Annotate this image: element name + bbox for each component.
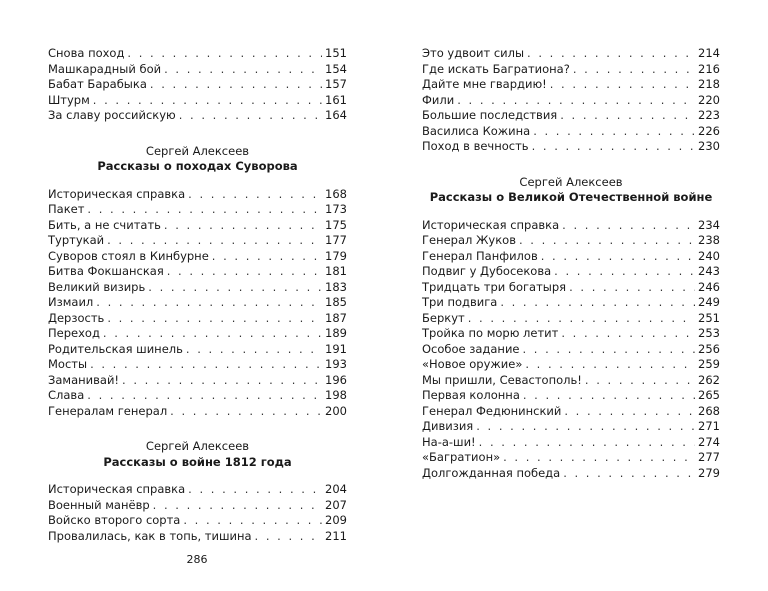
section-title: Рассказы о Великой Отечественной войне <box>429 190 713 204</box>
toc-entry-page: 198 <box>325 388 347 402</box>
toc-entry-page: 238 <box>698 233 720 247</box>
dot-leader <box>523 342 696 358</box>
toc-entry <box>48 295 347 311</box>
toc-entry <box>422 77 720 93</box>
dot-leader <box>523 388 695 404</box>
toc-entry-title: На-а-ши! <box>422 434 476 449</box>
toc-entry-title: Машкарадный бой <box>48 61 162 76</box>
toc-entry-title: Мосты <box>48 357 88 371</box>
toc-entry <box>422 280 720 296</box>
dot-leader <box>107 233 322 249</box>
toc-entry-title: Долгожданная победа <box>422 465 561 480</box>
toc-entry-title: Великий визирь <box>48 279 146 294</box>
section-heading <box>422 175 720 206</box>
toc-entry <box>422 124 720 140</box>
toc-entry-title: Мы пришли, Севастополь! <box>422 372 582 387</box>
dot-leader <box>150 77 322 93</box>
dot-leader <box>167 264 322 280</box>
dot-leader <box>255 529 323 545</box>
toc-entry <box>48 233 347 249</box>
dot-leader <box>563 466 695 482</box>
toc-entry-title: Бить, а не считать <box>48 217 161 232</box>
section-title: Рассказы о походах Суворова <box>97 159 298 173</box>
toc-left-column <box>48 46 347 544</box>
dot-leader <box>541 249 695 265</box>
toc-entry <box>48 357 347 373</box>
dot-leader <box>550 77 695 93</box>
dot-leader <box>562 218 695 234</box>
dot-leader <box>164 218 322 234</box>
toc-entry-title: Дивизия <box>422 419 474 433</box>
toc-entry-title: Суворов стоял в Кинбурне <box>48 248 209 263</box>
toc-entry-page: 218 <box>698 77 720 91</box>
toc-entry-page: 161 <box>325 92 347 107</box>
toc-entry-title: Бабат Барабыка <box>48 77 147 91</box>
toc-entry-page: 226 <box>698 123 720 138</box>
toc-entry-title: Василиса Кожина <box>422 123 531 138</box>
toc-entry-page: 196 <box>325 372 347 387</box>
toc-entry-title: Беркут <box>422 310 465 325</box>
toc-entry-title: Провалилась, как в топь, тишина <box>48 528 252 543</box>
dot-leader <box>564 404 695 420</box>
dot-leader <box>569 280 695 296</box>
toc-entry <box>422 388 720 404</box>
toc-entry-page: 207 <box>325 497 347 512</box>
toc-entry <box>422 249 720 265</box>
dot-leader <box>500 295 695 311</box>
toc-entry-page: 187 <box>325 310 347 325</box>
toc-entry <box>48 280 347 296</box>
dot-leader <box>170 404 322 420</box>
dot-leader <box>533 124 695 140</box>
dot-leader <box>87 202 322 218</box>
toc-entry <box>422 233 720 249</box>
toc-entry-page: 175 <box>325 217 347 232</box>
dot-leader <box>560 108 695 124</box>
toc-entry <box>48 498 347 514</box>
toc-entry-title: Первая колонна <box>422 388 520 402</box>
toc-entry <box>48 62 347 78</box>
toc-entry <box>48 93 347 109</box>
toc-entry <box>48 46 347 62</box>
toc-entry <box>422 295 720 311</box>
toc-entry-page: 211 <box>325 528 347 543</box>
toc-entry-page: 209 <box>325 513 347 527</box>
section-heading <box>48 144 347 175</box>
toc-entry-title: Особое задание <box>422 341 520 356</box>
toc-entry-title: Пакет <box>48 202 85 216</box>
toc-entry <box>422 108 720 124</box>
toc-entry-title: Штурм <box>48 92 90 107</box>
toc-entry <box>422 264 720 280</box>
toc-entry-page: 191 <box>325 341 347 356</box>
toc-entry-page: 185 <box>325 295 347 309</box>
toc-entry-title: «Новое оружие» <box>422 357 523 371</box>
dot-leader <box>87 388 322 404</box>
dot-leader <box>186 342 322 358</box>
toc-entry <box>48 482 347 498</box>
toc-entry-page: 168 <box>325 186 347 201</box>
toc-entry-page: 256 <box>698 341 720 356</box>
dot-leader <box>554 264 695 280</box>
dot-leader <box>107 311 322 327</box>
toc-entry <box>422 450 720 466</box>
toc-entry-title: Военный манёвр <box>48 497 150 512</box>
dot-leader <box>503 450 695 466</box>
dot-leader <box>188 482 322 498</box>
toc-entry-title: Три подвига <box>422 295 498 309</box>
toc-entry-page: 259 <box>698 357 720 371</box>
toc-entry <box>48 513 347 529</box>
toc-entry-page: 262 <box>698 372 720 387</box>
toc-entry-title: Измаил <box>48 295 94 309</box>
toc-entry-title: Историческая справка <box>48 186 186 201</box>
toc-entry-page: 268 <box>698 403 720 418</box>
toc-entry <box>422 326 720 342</box>
toc-entry <box>48 218 347 234</box>
dot-leader <box>127 46 322 62</box>
toc-entry <box>422 357 720 373</box>
page-number: 286 <box>186 553 208 566</box>
toc-entry-title: Поход в вечность <box>422 139 529 153</box>
toc-entry-page: 243 <box>698 264 720 278</box>
toc-entry-title: Снова поход <box>48 46 125 60</box>
dot-leader <box>525 357 695 373</box>
toc-entry <box>422 139 720 155</box>
dot-leader <box>90 357 322 373</box>
toc-entry-title: Фили <box>422 92 455 107</box>
toc-entry <box>48 404 347 420</box>
dot-leader <box>153 498 322 514</box>
section-author: Сергей Алексеев <box>145 143 250 158</box>
toc-entry <box>422 373 720 389</box>
dot-leader <box>479 435 695 451</box>
toc-entry-title: Подвиг у Дубосекова <box>422 264 552 278</box>
section-title: Рассказы о войне 1812 года <box>103 454 292 469</box>
toc-entry-page: 214 <box>698 46 720 60</box>
toc-entry <box>422 435 720 451</box>
toc-entry-title: Войско второго сорта <box>48 513 181 527</box>
section-heading <box>48 439 347 470</box>
toc-entry-page: 164 <box>325 108 347 122</box>
toc-entry <box>422 218 720 234</box>
toc-entry <box>422 404 720 420</box>
toc-entry-page: 249 <box>698 295 720 309</box>
toc-entry-title: Родительская шинель <box>48 341 183 356</box>
dot-leader <box>96 295 322 311</box>
dot-leader <box>179 108 322 124</box>
toc-entry-title: Это удвоит силы <box>422 46 525 60</box>
toc-entry-page: 234 <box>698 217 720 232</box>
toc-entry <box>48 108 347 124</box>
dot-leader <box>573 62 695 78</box>
dot-leader <box>476 419 695 435</box>
toc-entry <box>48 249 347 265</box>
toc-entry-page: 154 <box>325 61 347 76</box>
dot-leader <box>148 280 322 296</box>
toc-entry <box>48 388 347 404</box>
toc-entry <box>422 342 720 358</box>
toc-entry-title: Переход <box>48 326 100 340</box>
toc-entry <box>422 466 720 482</box>
dot-leader <box>164 62 322 78</box>
dot-leader <box>122 373 322 389</box>
dot-leader <box>183 513 322 529</box>
toc-entry <box>48 264 347 280</box>
toc-entry <box>422 46 720 62</box>
section-author: Сергей Алексеев <box>519 174 623 189</box>
toc-entry-title: Дайте мне гвардию! <box>422 77 547 91</box>
toc-entry-title: Историческая справка <box>48 482 186 496</box>
dot-leader <box>532 139 695 155</box>
toc-entry-page: 173 <box>325 202 347 216</box>
dot-leader <box>103 326 322 342</box>
toc-entry <box>48 77 347 93</box>
toc-entry <box>48 373 347 389</box>
toc-entry-page: 240 <box>698 248 720 263</box>
dot-leader <box>457 93 695 109</box>
toc-entry-page: 193 <box>325 357 347 371</box>
toc-entry-page: 265 <box>698 388 720 402</box>
dot-leader <box>212 249 322 265</box>
toc-entry <box>48 342 347 358</box>
toc-entry-title: Туртукай <box>48 233 105 247</box>
toc-entry-page: 251 <box>698 310 720 325</box>
toc-entry-page: 204 <box>325 482 347 496</box>
toc-entry-page: 271 <box>698 419 720 433</box>
dot-leader <box>527 46 695 62</box>
toc-entry-page: 246 <box>698 279 720 294</box>
toc-entry-page: 181 <box>325 264 347 278</box>
toc-entry <box>48 311 347 327</box>
toc-entry <box>48 529 347 545</box>
dot-leader <box>585 373 695 389</box>
toc-entry-page: 216 <box>698 61 720 76</box>
toc-entry-title: Генерал Панфилов <box>422 248 538 263</box>
toc-right-column <box>422 46 720 481</box>
toc-entry-page: 151 <box>325 46 347 60</box>
dot-leader <box>188 187 322 203</box>
toc-entry-page: 157 <box>325 77 347 91</box>
toc-entry-page: 277 <box>698 450 720 464</box>
toc-entry-title: Историческая справка <box>422 217 560 232</box>
toc-entry-page: 230 <box>698 139 720 153</box>
toc-entry-page: 200 <box>325 403 347 418</box>
toc-entry-page: 274 <box>698 434 720 449</box>
toc-entry-page: 177 <box>325 233 347 247</box>
toc-entry <box>48 326 347 342</box>
toc-entry <box>422 311 720 327</box>
toc-entry-page: 279 <box>698 465 720 480</box>
toc-entry-page: 220 <box>698 92 720 107</box>
dot-leader <box>468 311 695 327</box>
toc-entry-title: Генералам генерал <box>48 403 168 418</box>
toc-entry-title: Заманивай! <box>48 372 120 387</box>
section-author: Сергей Алексеев <box>145 439 250 453</box>
toc-entry-title: Генерал Жуков <box>422 233 516 247</box>
dot-leader <box>519 233 695 249</box>
toc-entry-page: 179 <box>325 248 347 263</box>
toc-entry-title: Большие последствия <box>422 108 558 122</box>
toc-entry <box>422 419 720 435</box>
dot-leader <box>561 326 695 342</box>
toc-entry <box>422 93 720 109</box>
toc-entry-title: Генерал Федюнинский <box>422 403 562 418</box>
toc-entry-title: «Багратион» <box>422 450 501 464</box>
toc-entry-title: Дерзость <box>48 310 105 325</box>
toc-entry <box>422 62 720 78</box>
toc-entry-title: За славу российскую <box>48 108 176 122</box>
toc-entry-title: Где искать Багратиона? <box>422 61 570 76</box>
toc-entry-title: Тройка по морю летит <box>422 326 559 340</box>
toc-entry <box>48 187 347 203</box>
toc-entry-page: 223 <box>698 108 720 122</box>
toc-entry-page: 189 <box>325 326 347 340</box>
toc-entry <box>48 202 347 218</box>
toc-entry-page: 183 <box>325 279 347 294</box>
toc-entry-page: 253 <box>698 326 720 340</box>
dot-leader <box>93 93 322 109</box>
toc-entry-title: Тридцать три богатыря <box>422 279 567 294</box>
toc-entry-title: Битва Фокшанская <box>48 264 164 278</box>
toc-entry-title: Слава <box>48 388 85 402</box>
